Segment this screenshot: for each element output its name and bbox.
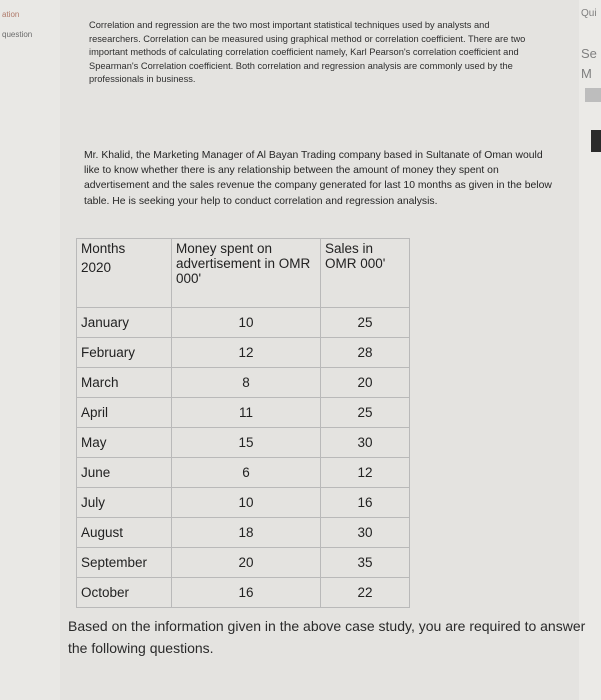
- right-tab-2[interactable]: M: [581, 66, 592, 81]
- table-row: [77, 458, 410, 488]
- cell-money: 10: [172, 488, 321, 518]
- table-header-row: [77, 239, 410, 308]
- header-sales: Sales in OMR 000': [321, 239, 410, 308]
- cell-sales: 20: [321, 368, 410, 398]
- cell-month: July: [77, 488, 172, 518]
- table-row: [77, 368, 410, 398]
- right-tab-1[interactable]: Se: [581, 46, 597, 61]
- intro-paragraph: Correlation and regression are the two most important statistical techniques used by analysts and researchers. Correlation can be measured using graphical method or correlation coefficient. There are two important methods of calculating correlation coefficient namely, Karl Pearson's correlation coefficient and Spearman's Correlation coefficient. Both correlation and regression analysis are commonly used by the professionals in business.: [89, 20, 526, 85]
- header-months: [77, 239, 172, 308]
- cell-money: 6: [172, 458, 321, 488]
- cell-month: May: [77, 428, 172, 458]
- cell-money: 15: [172, 428, 321, 458]
- sidebar-item-question[interactable]: question: [2, 30, 33, 39]
- instructions-paragraph: Based on the information given in the above case study, you are required to answer the following questions.: [68, 618, 586, 656]
- cell-sales: 35: [321, 548, 410, 578]
- cell-month: February: [77, 338, 172, 368]
- left-sidebar: [0, 0, 60, 700]
- cell-money: 18: [172, 518, 321, 548]
- cell-sales: 25: [321, 398, 410, 428]
- header-months-label: Months: [81, 241, 126, 256]
- cell-money: 16: [172, 578, 321, 608]
- header-money: Money spent on advertisement in OMR 000': [172, 239, 321, 308]
- cell-sales: 28: [321, 338, 410, 368]
- cell-sales: 22: [321, 578, 410, 608]
- right-panel-handle[interactable]: [591, 130, 601, 152]
- table-row: [77, 578, 410, 608]
- cell-sales: 25: [321, 308, 410, 338]
- cell-money: 12: [172, 338, 321, 368]
- table-row: [77, 308, 410, 338]
- cell-money: 11: [172, 398, 321, 428]
- table-row: [77, 518, 410, 548]
- cell-month: April: [77, 398, 172, 428]
- table-row: [77, 488, 410, 518]
- cell-sales: 12: [321, 458, 410, 488]
- table-row: [77, 548, 410, 578]
- cell-sales: 16: [321, 488, 410, 518]
- table-row: [77, 338, 410, 368]
- cell-money: 10: [172, 308, 321, 338]
- right-sidebar: [579, 0, 601, 700]
- cell-month: September: [77, 548, 172, 578]
- cell-money: 20: [172, 548, 321, 578]
- table-row: [77, 428, 410, 458]
- cell-sales: 30: [321, 518, 410, 548]
- cell-sales: 30: [321, 428, 410, 458]
- data-table: [76, 238, 410, 608]
- cell-money: 8: [172, 368, 321, 398]
- cell-month: June: [77, 458, 172, 488]
- table-row: [77, 398, 410, 428]
- cell-month: October: [77, 578, 172, 608]
- right-panel-block: [585, 88, 601, 102]
- sidebar-heading: ation: [2, 10, 20, 19]
- cell-month: March: [77, 368, 172, 398]
- right-tab-quiz[interactable]: Qui: [581, 8, 597, 19]
- case-study-paragraph: Mr. Khalid, the Marketing Manager of Al Bayan Trading company based in Sultanate of Oman would like to know whether there is any relationship between the amount of money they spent on advertisement and the sales revenue the company generated for last 10 months as given in the below table. He is seeking your help to conduct correlation and regression analysis.: [84, 150, 552, 207]
- header-year-label: 2020: [81, 260, 112, 275]
- cell-month: August: [77, 518, 172, 548]
- cell-month: January: [77, 308, 172, 338]
